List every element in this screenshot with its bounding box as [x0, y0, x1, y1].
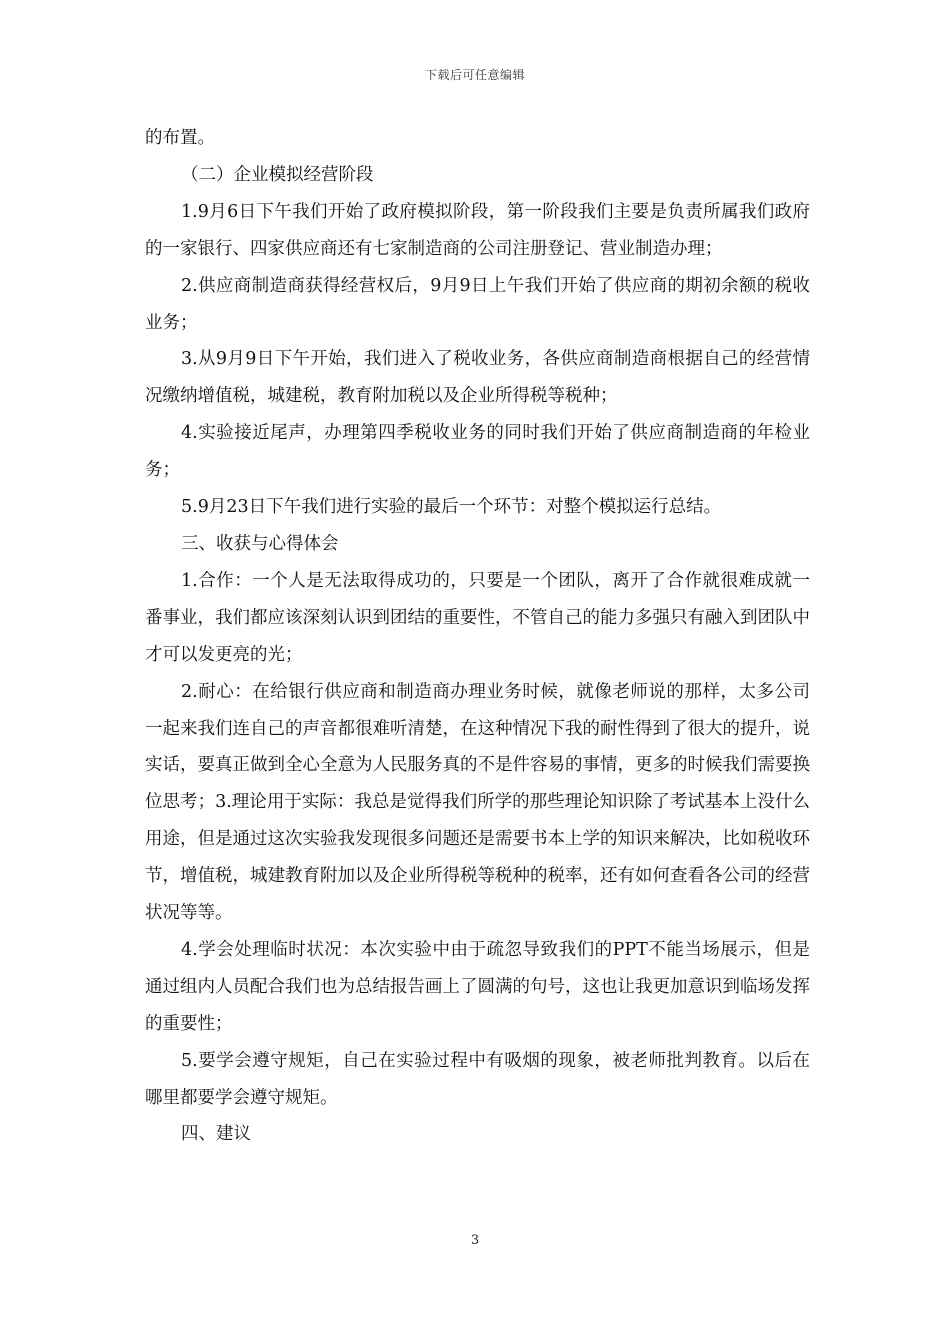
paragraph-item-4: 4.实验接近尾声，办理第四季税收业务的同时我们开始了供应商制造商的年检业务；	[145, 423, 810, 481]
paragraph-item-5: 5.9月23日下午我们进行实验的最后一个环节：对整个模拟运行总结。	[181, 497, 722, 518]
page-number: 3	[470, 1233, 480, 1248]
paragraph-patience: 2.耐心：在给银行供应商和制造商办理业务时候，就像老师说的那样，太多公司一起来我们连自己的声音都很难听清楚，在这种情况下我的耐性得到了很大的提升，说实话，要真正做到全心全意为人民服务真的不是件容易的事情，更多的时候我们需要换位思考；3.理论用于实际：我总是觉得我们所学的那些理论知识除了考试基本上没什么用途，但是通过这次实验我发现很多问题还是需要书本上学的知识来解决，比如税收环节，增值税，城建教育附加以及企业所得税等税种的税率，还有如何查看各公司的经营状况等等。	[145, 681, 810, 924]
paragraph-item-3: 3.从9月9日下午开始，我们进入了税收业务，各供应商制造商根据自己的经营情况缴纳增值税，城建税，教育附加税以及企业所得税等税种；	[145, 349, 810, 407]
paragraph-item-2: 2.供应商制造商获得经营权后，9月9日上午我们开始了供应商的期初余额的税收业务；	[145, 275, 810, 333]
document-body	[145, 120, 810, 1153]
paragraph-temporary-situations: 4.学会处理临时状况：本次实验中由于疏忽导致我们的PPT不能当场展示，但是通过组内人员配合我们也为总结报告画上了圆满的句号，这也让我更加意识到临场发挥的重要性；	[145, 939, 810, 1034]
paragraph-rules: 5.要学会遵守规矩，自己在实验过程中有吸烟的现象，被老师批判教育。以后在哪里都要学会遵守规矩。	[145, 1050, 810, 1108]
paragraph-item-1: 1.9月6日下午我们开始了政府模拟阶段，第一阶段我们主要是负责所属我们政府的一家银行、四家供应商还有七家制造商的公司注册登记、营业制造办理；	[145, 201, 810, 259]
paragraph-continuation: 的布置。	[145, 128, 215, 148]
page-header: 下载后可任意编辑	[424, 68, 525, 82]
section-heading-enterprise-simulation: （二）企业模拟经营阶段	[181, 164, 374, 185]
section-heading-gains: 三、收获与心得体会	[181, 533, 339, 554]
paragraph-cooperation: 1.合作：一个人是无法取得成功的，只要是一个团队，离开了合作就很难成就一番事业，我们都应该深刻认识到团结的重要性，不管自己的能力多强只有融入到团队中才可以发更亮的光；	[145, 570, 810, 665]
section-heading-suggestions: 四、建议	[181, 1124, 251, 1145]
